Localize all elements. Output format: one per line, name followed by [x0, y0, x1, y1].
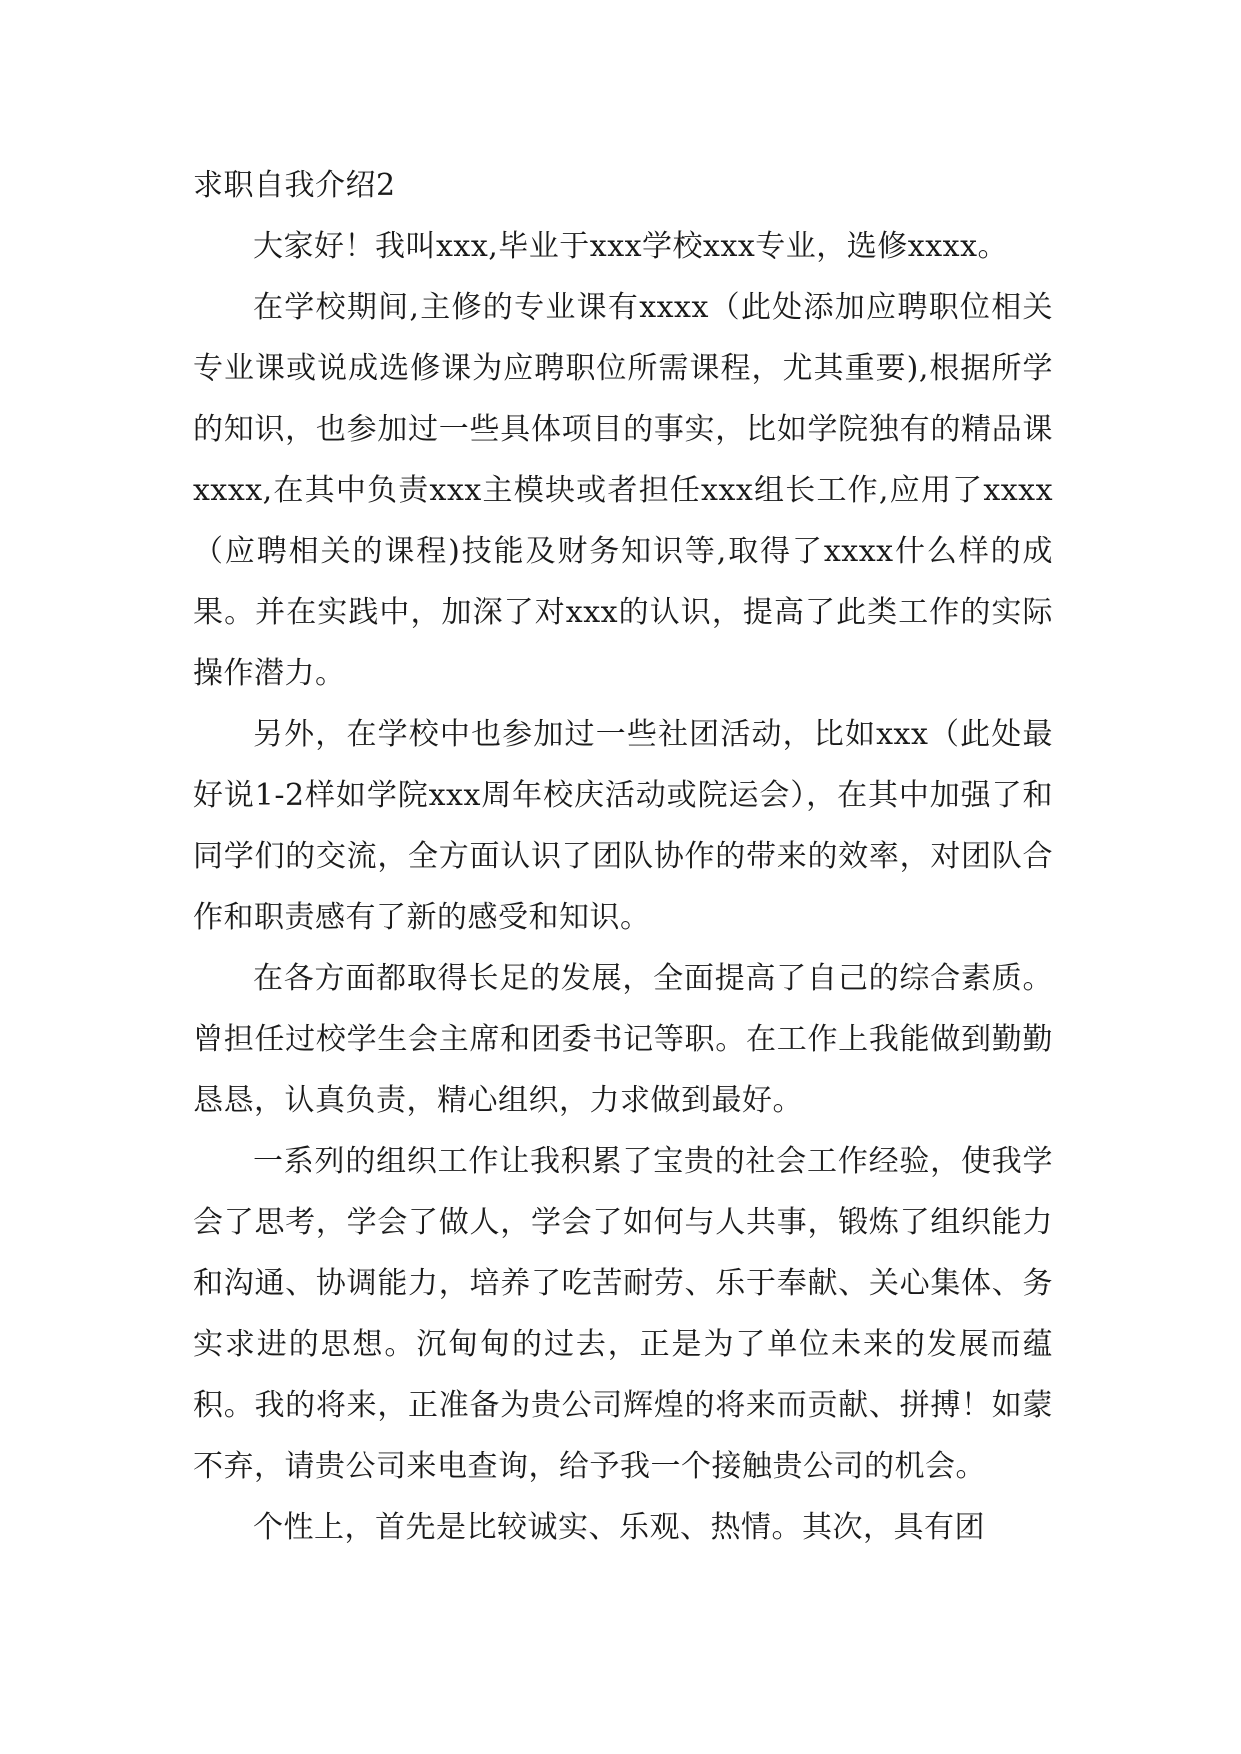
paragraph-personality: 个性上，首先是比较诚实、乐观、热情。其次，具有团: [253, 1510, 985, 1545]
paragraph-coursework: 在学校期间,主修的专业课有xxxx（此处添加应聘职位相关专业课或说成选修课为应聘职位所需课程，尤其重要),根据所学的知识，也参加过一些具体项目的事实，比如学院独有的精品课xxxx,在其中负责xxx主模块或者担任xxx组长工作,应用了xxxx（应聘相关的课程)技能及财务知识等,取得了xxxx什么样的成果。并在实践中，加深了对xxx的认识，提高了此类工作的实际操作潜力。: [193, 290, 1053, 691]
document-title: 求职自我介绍2: [193, 168, 396, 203]
paragraph-experience: 一系列的组织工作让我积累了宝贵的社会工作经验，使我学会了思考，学会了做人，学会了如何与人共事，锻炼了组织能力和沟通、协调能力，培养了吃苦耐劳、乐于奉献、关心集体、务实求进的思想。沉甸甸的过去，正是为了单位未来的发展而蕴积。我的将来，正准备为贵公司辉煌的将来而贡献、拼搏！如蒙不弃，请贵公司来电查询，给予我一个接触贵公司的机会。: [193, 1144, 1053, 1484]
paragraph-activities: 另外，在学校中也参加过一些社团活动，比如xxx（此处最好说1-2样如学院xxx周年校庆活动或院运会），在其中加强了和同学们的交流，全方面认识了团队协作的带来的效率，对团队合作和职责感有了新的感受和知识。: [193, 717, 1053, 935]
paragraph-development: 在各方面都取得长足的发展，全面提高了自己的综合素质。曾担任过校学生会主席和团委书记等职。在工作上我能做到勤勤恳恳，认真负责，精心组织，力求做到最好。: [193, 961, 1053, 1118]
document-body: [193, 155, 1053, 1558]
paragraph-greeting: 大家好！我叫xxx,毕业于xxx学校xxx专业，选修xxxx。: [253, 229, 1008, 264]
